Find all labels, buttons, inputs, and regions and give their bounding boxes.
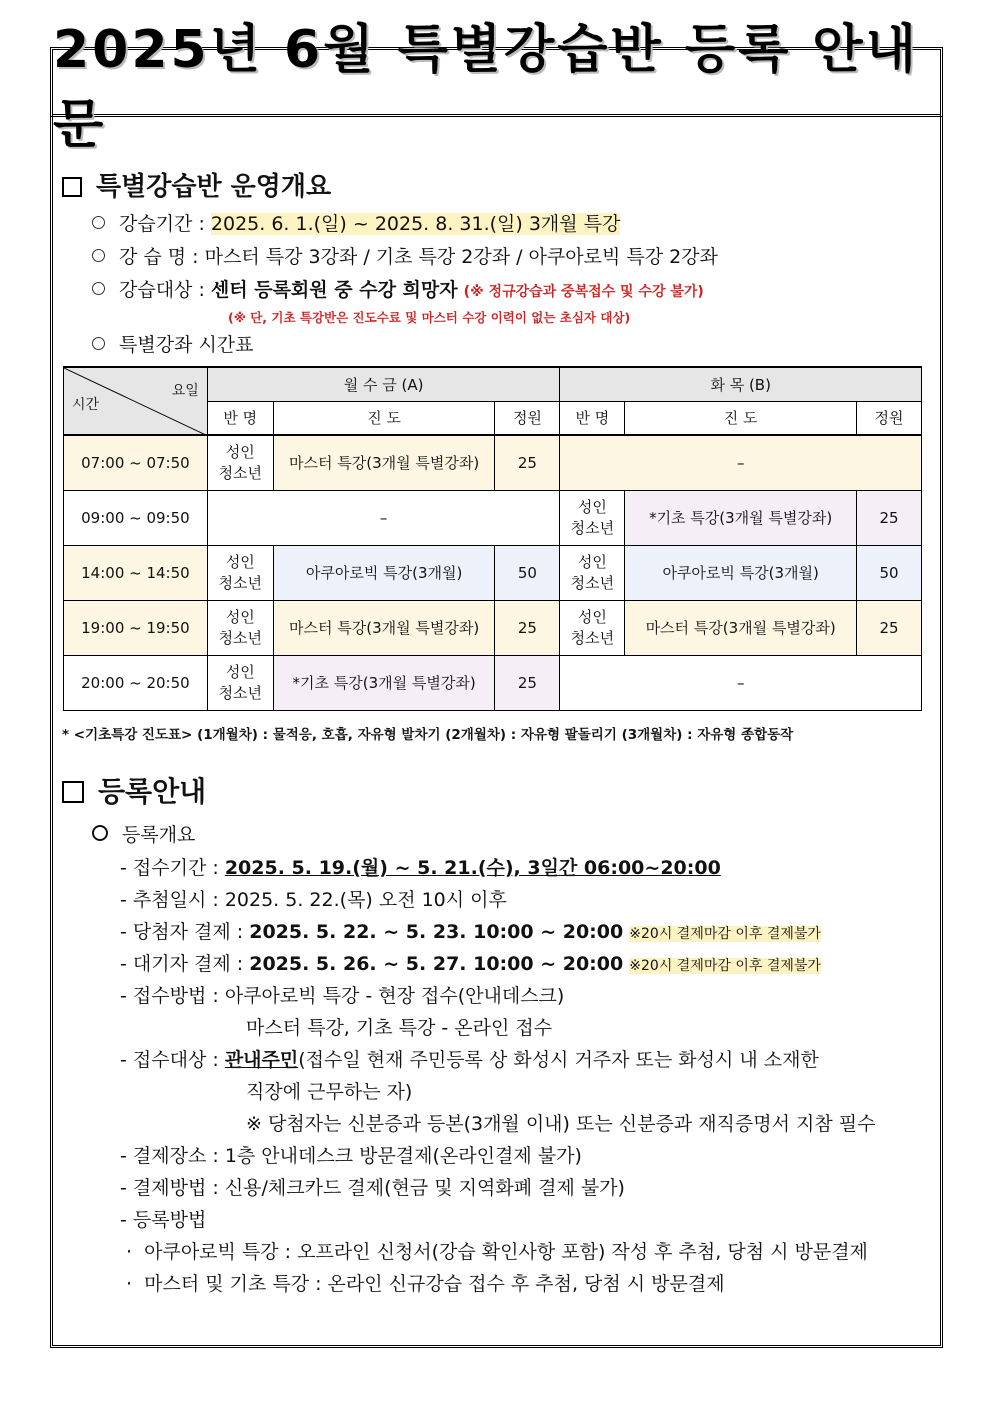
corner-day-label: 요일 — [171, 383, 199, 399]
timetable-line: 특별강좌 시간표 — [92, 330, 254, 357]
time-cell: 07:00 ~ 07:50 — [64, 435, 208, 490]
progress-cell: 마스터 특강(3개월 특별강좌) — [273, 435, 495, 490]
eligible-note: ※ 당첨자는 신분증과 등본(3개월 이내) 또는 신분증과 재직증명서 지참 필수 — [246, 1113, 876, 1135]
place-value: 1층 안내데스크 방문결제(온라인결제 불가) — [224, 1145, 582, 1167]
class-cell: 성인 청소년 — [560, 600, 625, 655]
target-value: 센터 등록회원 중 수강 희망자 — [210, 279, 458, 301]
method-value-1: 아쿠아로빅 특강 - 현장 접수(안내데스크) — [224, 985, 565, 1007]
group-b-header: 화 목 (B) — [560, 367, 922, 401]
empty-cell: – — [207, 490, 560, 545]
progress-cell: 아쿠아로빅 특강(3개월) — [625, 545, 857, 600]
group-a-header: 월 수 금 (A) — [207, 367, 560, 401]
reception-line: - 접수기간 : 2025. 5. 19.(월) ~ 5. 21.(수), 3일간 06:00~20:00 — [120, 857, 721, 879]
eligible-value-2: 직장에 근무하는 자) — [246, 1081, 413, 1103]
checkbox-square-icon — [62, 177, 82, 197]
progress-cell: *기초 특강(3개월 특별강좌) — [273, 655, 495, 710]
time-cell: 09:00 ~ 09:50 — [64, 490, 208, 545]
capacity-cell: 25 — [495, 435, 560, 490]
method-value-2: 마스터 특강, 기초 특강 - 온라인 접수 — [246, 1017, 553, 1039]
class-cell: 성인 청소년 — [207, 545, 273, 600]
col-class-header: 반 명 — [560, 401, 625, 435]
col-progress-header: 진 도 — [625, 401, 857, 435]
class-cell: 성인 청소년 — [560, 490, 625, 545]
title-box — [50, 20, 943, 155]
draw-line: - 추첨일시 : 2025. 5. 22.(목) 오전 10시 이후 — [120, 889, 507, 911]
circle-bullet-icon — [92, 337, 105, 350]
overview-line: 등록개요 — [92, 820, 195, 847]
capacity-cell: 25 — [495, 655, 560, 710]
reg-master-line: · 마스터 및 기초 특강 : 온라인 신규강습 접수 후 추첨, 당첨 시 방문결제 — [126, 1273, 725, 1295]
class-cell: 성인 청소년 — [207, 655, 273, 710]
circle-bullet-icon — [92, 282, 105, 295]
waiting-note: ※20시 결제마감 이후 결제불가 — [629, 958, 821, 974]
reception-value: 2025. 5. 19.(월) ~ 5. 21.(수), 3일간 06:00~20:00 — [224, 857, 721, 879]
col-class-header: 반 명 — [207, 401, 273, 435]
checkbox-square-icon — [62, 781, 84, 803]
table-row — [64, 545, 922, 600]
reg-aqua-line: · 아쿠아로빅 특강 : 오프라인 신청서(강습 확인사항 포함) 작성 후 추첨, 당첨 시 방문결제 — [126, 1241, 868, 1263]
progress-cell: 마스터 특강(3개월 특별강좌) — [273, 600, 495, 655]
progress-cell: *기초 특강(3개월 특별강좌) — [625, 490, 857, 545]
capacity-cell: 50 — [495, 545, 560, 600]
col-progress-header: 진 도 — [273, 401, 495, 435]
time-cell: 20:00 ~ 20:50 — [64, 655, 208, 710]
target-note: (※ 정규강습과 중복접수 및 수강 불가) — [463, 284, 704, 300]
col-capacity-header: 정원 — [857, 401, 922, 435]
page-title: 2025년 6월 특별강습반 등록 안내문 — [53, 20, 919, 155]
empty-cell: – — [560, 655, 922, 710]
pay-line: - 결제방법 : 신용/체크카드 결제(현금 및 지역화폐 결제 불가) — [120, 1177, 625, 1199]
time-cell: 14:00 ~ 14:50 — [64, 545, 208, 600]
table-row — [64, 655, 922, 710]
table-row — [64, 490, 922, 545]
pay-value: 신용/체크카드 결제(현금 및 지역화폐 결제 불가) — [224, 1177, 625, 1199]
winner-line: - 당첨자 결제 : 2025. 5. 22. ~ 5. 23. 10:00 ~ 20:00 ※20시 결제마감 이후 결제불가 — [120, 921, 821, 943]
eligible-line: - 접수대상 : 관내주민(접수일 현재 주민등록 상 화성시 거주자 또는 화성시 내 소재한 — [120, 1049, 819, 1071]
eligible-strong: 관내주민 — [224, 1049, 299, 1071]
capacity-cell: 25 — [495, 600, 560, 655]
capacity-cell: 50 — [857, 545, 922, 600]
course-value: 마스터 특강 3강좌 / 기초 특강 2강좌 / 아쿠아로빅 특강 2강좌 — [204, 246, 718, 268]
waiting-line: - 대기자 결제 : 2025. 5. 26. ~ 5. 27. 10:00 ~ 20:00 ※20시 결제마감 이후 결제불가 — [120, 953, 821, 975]
schedule-table — [63, 366, 922, 711]
period-value: 2025. 6. 1.(일) ~ 2025. 8. 31.(일) 3개월 특강 — [210, 213, 621, 235]
time-cell: 19:00 ~ 19:50 — [64, 600, 208, 655]
period-line: 강습기간 : 2025. 6. 1.(일) ~ 2025. 8. 31.(일) 3개월 특강 — [92, 209, 620, 236]
progress-cell: 아쿠아로빅 특강(3개월) — [273, 545, 495, 600]
circle-bullet-icon — [92, 216, 105, 229]
corner-cell — [64, 367, 208, 435]
empty-cell: – — [560, 435, 922, 490]
course-line: 강 습 명 : 마스터 특강 3강좌 / 기초 특강 2강좌 / 아쿠아로빅 특강 2강좌 — [92, 242, 718, 269]
section2-heading: 등록안내 — [62, 770, 206, 810]
progress-cell: 마스터 특강(3개월 특별강좌) — [625, 600, 857, 655]
capacity-cell: 25 — [857, 600, 922, 655]
circle-bullet-icon — [92, 249, 105, 262]
reg-line: - 등록방법 — [120, 1209, 207, 1231]
eligible-value-1: (접수일 현재 주민등록 상 화성시 거주자 또는 화성시 내 소재한 — [298, 1049, 819, 1071]
winner-value: 2025. 5. 22. ~ 5. 23. 10:00 ~ 20:00 — [249, 921, 624, 943]
draw-value: 2025. 5. 22.(목) 오전 10시 이후 — [224, 889, 507, 911]
method-line: - 접수방법 : 아쿠아로빅 특강 - 현장 접수(안내데스크) — [120, 985, 565, 1007]
table-row — [64, 600, 922, 655]
waiting-value: 2025. 5. 26. ~ 5. 27. 10:00 ~ 20:00 — [249, 953, 624, 975]
class-cell: 성인 청소년 — [560, 545, 625, 600]
capacity-cell: 25 — [857, 490, 922, 545]
class-cell: 성인 청소년 — [207, 435, 273, 490]
winner-note: ※20시 결제마감 이후 결제불가 — [629, 926, 821, 942]
table-footnote: * <기초특강 진도표> (1개월차) : 물적응, 호흡, 자유형 발차기 (2개월차) : 자유형 팔돌리기 (3개월차) : 자유형 종합동작 — [62, 727, 794, 743]
place-line: - 결제장소 : 1층 안내데스크 방문결제(온라인결제 불가) — [120, 1145, 582, 1167]
target-subnote: (※ 단, 기초 특강반은 진도수료 및 마스터 수강 이력이 없는 초심자 대상) — [228, 310, 631, 325]
class-cell: 성인 청소년 — [207, 600, 273, 655]
target-line: 강습대상 : 센터 등록회원 중 수강 희망자 (※ 정규강습과 중복접수 및 수강 불가) — [92, 275, 704, 302]
section1-heading: 특별강습반 운영개요 — [62, 166, 331, 203]
circle-bullet-icon — [92, 825, 108, 841]
col-capacity-header: 정원 — [495, 401, 560, 435]
table-row — [64, 435, 922, 490]
corner-time-label: 시간 — [72, 397, 100, 413]
